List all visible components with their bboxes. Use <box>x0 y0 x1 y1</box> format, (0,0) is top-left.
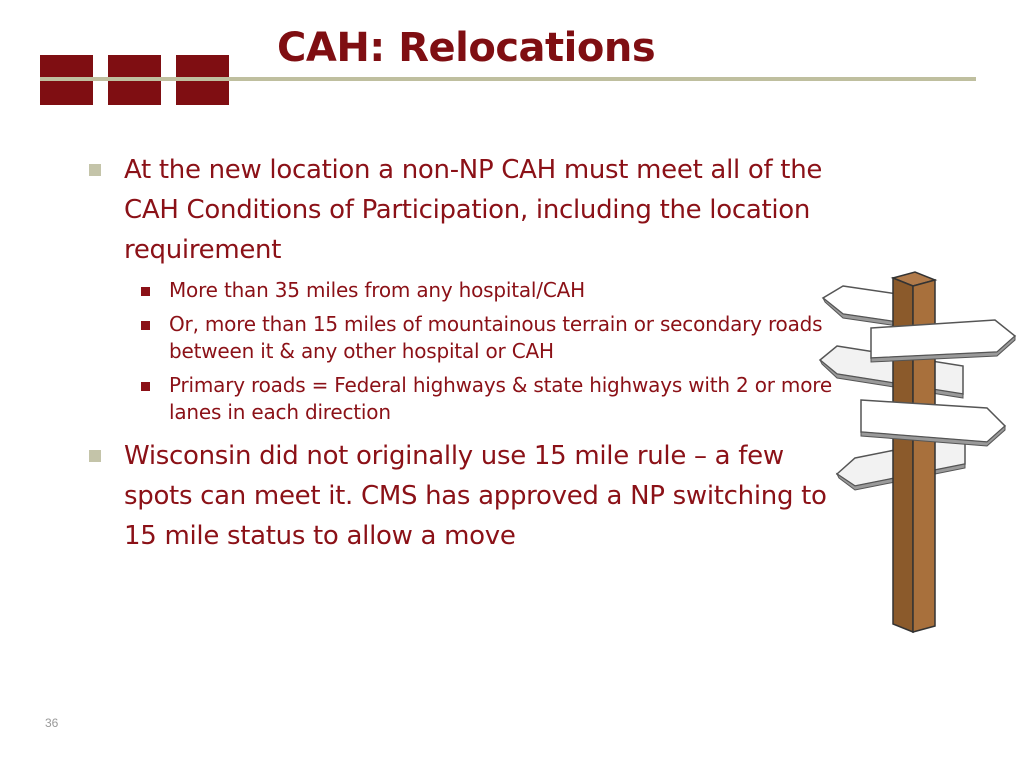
bullet-text: At the new location a non-NP CAH must meet all of the CAH Conditions of Participation, including the location requirement <box>124 155 823 265</box>
bullet-item-location <box>80 150 832 270</box>
bullet-square-icon <box>141 321 150 330</box>
bullet-square-icon <box>141 382 150 391</box>
sub-bullet-item <box>80 311 832 365</box>
sub-bullet-text: Or, more than 15 miles of mountainous terrain or secondary roads between it & any other hospital or CAH <box>169 312 823 363</box>
slide-content <box>80 150 832 556</box>
sub-bullet-text: More than 35 miles from any hospital/CAH <box>169 278 585 302</box>
bullet-square-icon <box>141 287 150 296</box>
sub-bullet-item <box>80 372 832 426</box>
sub-bullet-list <box>80 277 832 426</box>
bullet-item-wisconsin <box>80 436 832 556</box>
sign-board-front <box>861 400 1005 446</box>
sub-bullet-text: Primary roads = Federal highways & state highways with 2 or more lanes in each direction <box>169 373 832 424</box>
sub-bullet-item <box>80 277 832 304</box>
signpost-icon <box>815 268 1020 638</box>
bullet-square-icon <box>89 450 101 462</box>
page-number: 36 <box>45 716 59 730</box>
bullet-text: Wisconsin did not originally use 15 mile rule – a few spots can meet it. CMS has approved a NP switching to 15 mile status to allow a move <box>124 441 827 551</box>
bullet-square-icon <box>89 164 101 176</box>
sign-board-front <box>871 320 1015 362</box>
title-rule <box>40 77 976 81</box>
slide-title: CAH: Relocations <box>277 25 656 71</box>
